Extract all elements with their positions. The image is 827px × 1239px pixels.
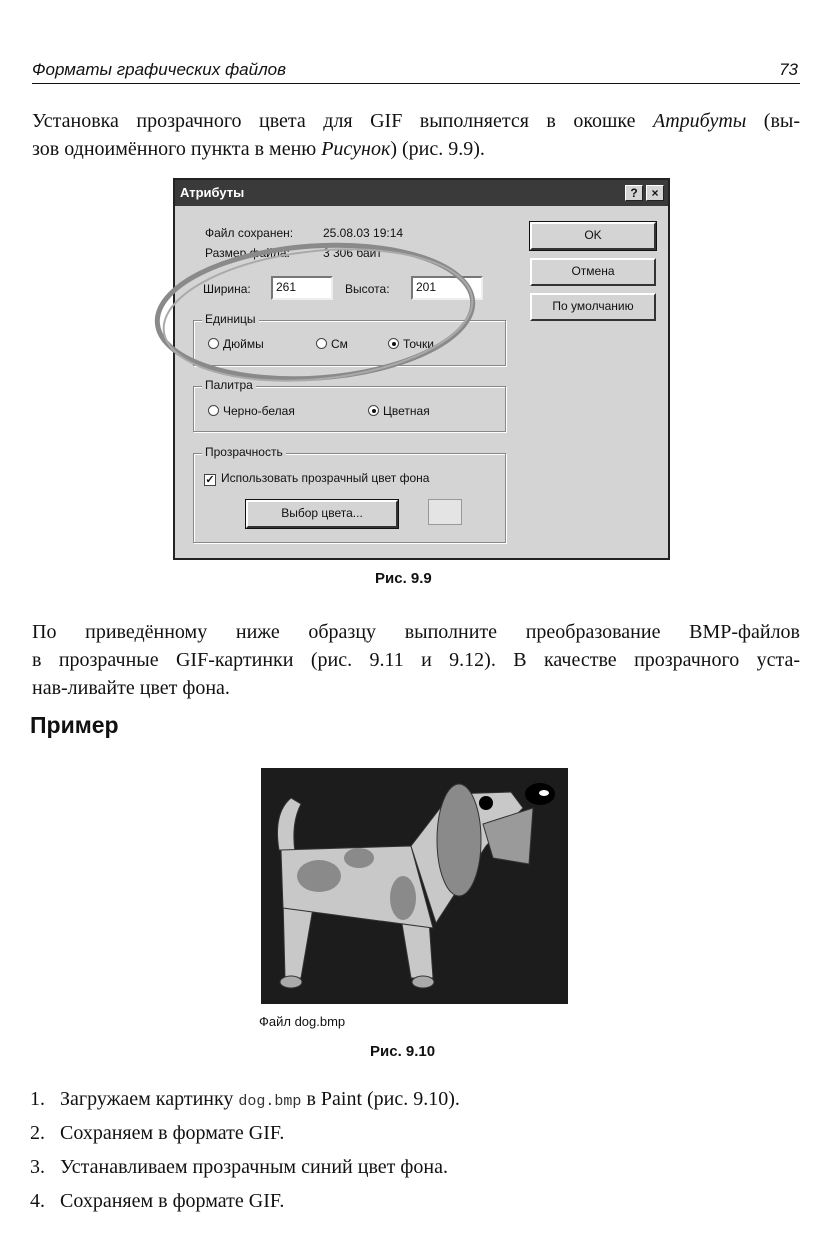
transparency-group <box>193 445 506 543</box>
radio-inches-indicator <box>208 338 219 349</box>
width-input[interactable]: 261 <box>271 276 333 300</box>
radio-points[interactable]: Точки <box>388 337 434 351</box>
radio-points-indicator <box>388 338 399 349</box>
transparency-group-label: Прозрачность <box>202 445 286 459</box>
radio-color[interactable]: Цветная <box>368 404 430 418</box>
figure-9-9-caption: Рис. 9.9 <box>375 570 432 587</box>
units-group-label: Единицы <box>202 312 259 326</box>
size-label: Размер файла: <box>205 246 290 260</box>
transparency-checkbox[interactable]: ✓ Использовать прозрачный цвет фона <box>205 471 430 486</box>
radio-color-indicator <box>368 405 379 416</box>
units-group <box>193 312 506 366</box>
radio-cm[interactable]: См <box>316 337 348 351</box>
checkbox-mark: ✓ <box>205 474 215 486</box>
dog-file-label: Файл dog.bmp <box>259 1014 346 1029</box>
cancel-button[interactable]: Отмена <box>530 258 656 286</box>
palette-group <box>193 378 506 432</box>
choose-color-button[interactable]: Выбор цвета... <box>246 500 398 528</box>
radio-cm-indicator <box>316 338 327 349</box>
list-item: 4. Сохраняем в формате GIF. <box>30 1190 285 1212</box>
page-number: 73 <box>779 60 798 79</box>
width-label: Ширина: <box>203 282 251 296</box>
height-input[interactable]: 201 <box>411 276 483 300</box>
help-button[interactable]: ? <box>625 185 643 201</box>
figure-9-10-caption: Рис. 9.10 <box>370 1043 436 1060</box>
dog-image <box>261 768 568 1004</box>
list-item: 1. Загружаем картинку dog.bmp в Paint (рис. 9.10). <box>30 1088 460 1110</box>
default-button[interactable]: По умолчанию <box>530 293 656 321</box>
instruction-paragraph: По приведённому ниже образцу выполните преобразование BMP-файлов в прозрачные GIF-картинки (рис. 9.11 и 9.12). В качестве прозрачного уста- нав-ливайте цвет фона. <box>32 621 800 699</box>
list-item: 2. Сохраняем в формате GIF. <box>30 1122 285 1144</box>
radio-bw-indicator <box>208 405 219 416</box>
attributes-dialog <box>173 178 670 560</box>
list-item: 3. Устанавливаем прозрачным синий цвет фона. <box>30 1156 448 1178</box>
ok-button[interactable]: OK <box>530 222 656 250</box>
dog-illustration <box>261 768 568 1004</box>
size-value: 3 306 байт <box>323 246 382 260</box>
palette-group-label: Палитра <box>202 378 256 392</box>
radio-bw[interactable]: Черно-белая <box>208 404 295 418</box>
transparent-color-swatch[interactable] <box>428 499 462 525</box>
dialog-title: Атрибуты <box>180 185 245 200</box>
saved-value: 25.08.03 19:14 <box>323 226 404 240</box>
dialog-titlebar <box>175 180 668 206</box>
steps-list <box>30 1085 790 1221</box>
height-label: Высота: <box>345 282 390 296</box>
running-head <box>32 60 800 84</box>
radio-inches[interactable]: Дюймы <box>208 337 264 351</box>
section-heading: Пример <box>30 712 119 738</box>
intro-paragraph: Установка прозрачного цвета для GIF выполняется в окошке Атрибуты (вы- зов одноимённого пункта в меню Рисунок) (рис. 9.9). <box>32 110 801 160</box>
close-button[interactable]: × <box>646 185 664 201</box>
chapter-title: Форматы графических файлов <box>32 60 286 79</box>
saved-label: Файл сохранен: <box>205 226 294 240</box>
